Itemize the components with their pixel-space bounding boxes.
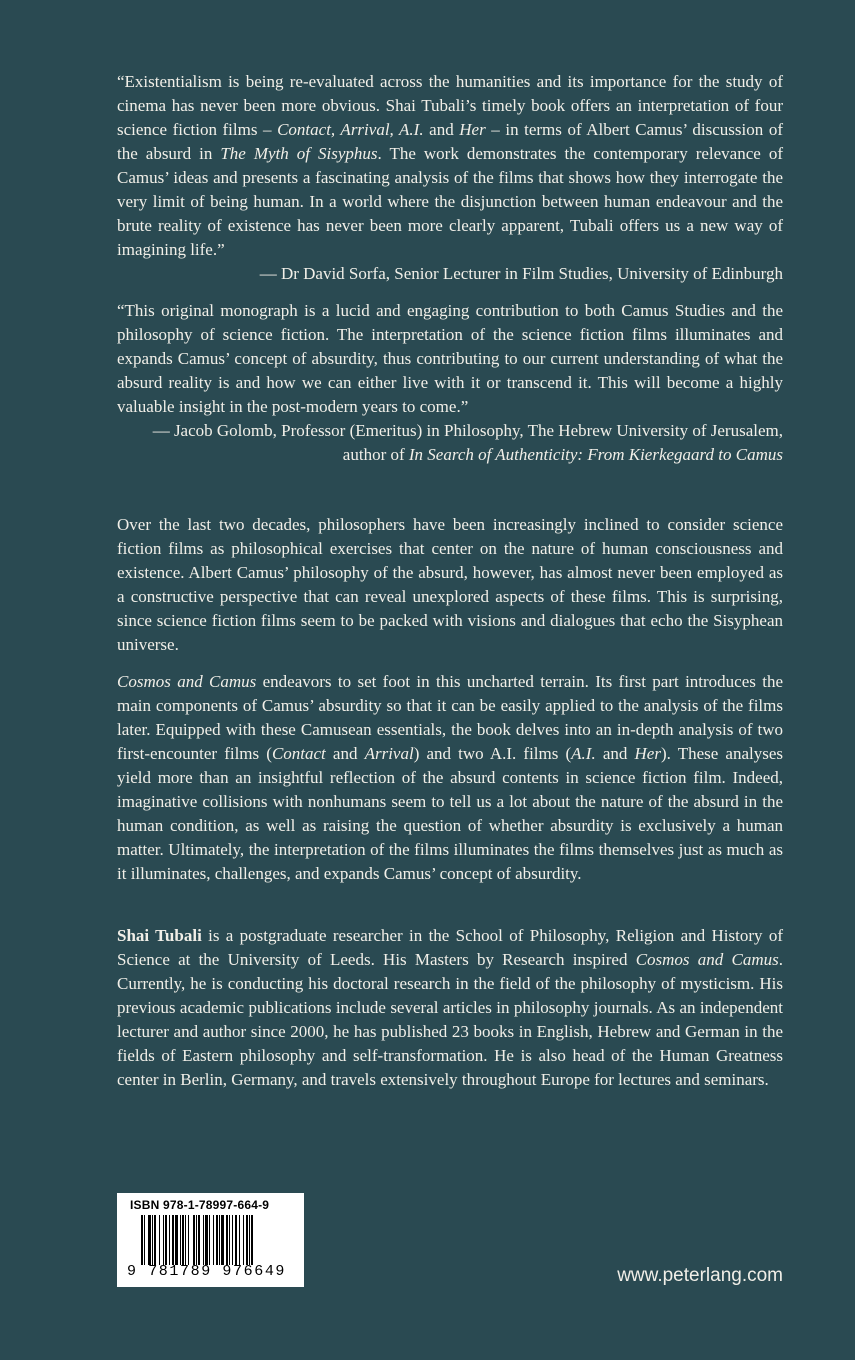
description-paragraph-1: Over the last two decades, philosophers have been increasingly inclined to consider science fiction films as philosophical exercises that center on the nature of human consciousness and existence. Albert Camus’ philosophy of the absurd, however, has almost never been employed as a constructive perspective that can reveal unexplored aspects of these films. This is surprising, since science fiction films seem to be packed with visions and dialogues that echo the Sisyphean universe. xyxy=(117,515,783,654)
barcode-bar xyxy=(221,1215,224,1265)
barcode-bar xyxy=(246,1215,248,1265)
quote-golomb-attribution: — Jacob Golomb, Professor (Emeritus) in Philosophy, The Hebrew University of Jerusalem, xyxy=(152,421,783,440)
barcode-bar xyxy=(216,1215,218,1265)
barcode-bar xyxy=(203,1215,204,1265)
author-name: Shai Tubali xyxy=(117,926,202,945)
isbn-label: ISBN 978-1-78997-664-9 xyxy=(130,1198,270,1212)
barcode-bar xyxy=(169,1215,170,1265)
barcode-bar xyxy=(235,1215,237,1265)
publisher-website[interactable]: www.peterlang.com xyxy=(617,1265,783,1286)
barcode-bar xyxy=(159,1215,160,1265)
barcode-bar xyxy=(163,1215,164,1265)
quote-golomb-author-line: author of In Search of Authenticity: From Kierkegaard to Camus xyxy=(342,445,783,464)
barcode-bar xyxy=(182,1215,184,1265)
barcode-bar xyxy=(232,1215,233,1265)
barcode-bar xyxy=(219,1215,220,1265)
barcode-bar xyxy=(196,1215,197,1265)
cover-text xyxy=(117,70,783,1092)
author-bio: Shai Tubali is a postgraduate researcher in the School of Philosophy, Religion and History of Science at the University of Leeds. His Masters by Research inspired Cosmos and Camus. Currently, he is conducting his doctoral research in the field of the philosophy of mysticism. His previous academic publications include several articles in philosophy journals. As an independent lecturer and author since 2000, he has published 23 books in English, Hebrew and German in the fields of Eastern philosophy and self-transformation. He is also head of the Human Greatness center in Berlin, Germany, and travels extensively throughout Europe for lectures and seminars. xyxy=(117,926,783,1089)
barcode-bar xyxy=(193,1215,195,1265)
barcode-bar xyxy=(198,1215,200,1265)
quote-sorfa-attribution: — Dr David Sorfa, Senior Lecturer in Film Studies, University of Edinburgh xyxy=(259,264,783,283)
barcode-bar xyxy=(188,1215,189,1265)
barcode-bar xyxy=(249,1215,250,1265)
barcode-bar xyxy=(243,1215,244,1265)
barcode-bar xyxy=(229,1215,230,1265)
barcode-bar xyxy=(144,1215,145,1265)
barcode-bar xyxy=(148,1215,151,1265)
barcode-bar xyxy=(209,1215,210,1265)
barcode-bars xyxy=(141,1215,293,1265)
barcode-bar xyxy=(239,1215,240,1265)
barcode-bar xyxy=(154,1215,156,1265)
barcode-bar xyxy=(141,1215,143,1265)
barcode-bar xyxy=(185,1215,186,1265)
barcode-bar xyxy=(172,1215,174,1265)
barcode-bar xyxy=(205,1215,208,1265)
isbn-barcode xyxy=(117,1193,304,1287)
barcode-bar xyxy=(251,1215,253,1265)
barcode-bar xyxy=(165,1215,167,1265)
barcode-bar xyxy=(180,1215,181,1265)
barcode-bar xyxy=(175,1215,178,1265)
barcode-bar xyxy=(226,1215,228,1265)
barcode-bar xyxy=(213,1215,214,1265)
quote-golomb: “This original monograph is a lucid and engaging contribution to both Camus Studies and the philosophy of science fiction. The interpretation of the science fiction films illuminates and expands Camus’ concept of absurdity, thus contributing to our current understanding of what the absurd reality is and how we can either live with it or transcend it. This will become a highly valuable insight in the post-modern years to come.” xyxy=(117,301,783,416)
barcode-digits: 9 781789 976649 xyxy=(127,1263,287,1280)
barcode-bar xyxy=(152,1215,153,1265)
description-paragraph-2: Cosmos and Camus endeavors to set foot in this uncharted terrain. Its first part introduces the main components of Camus’ absurdity so that it can be easily applied to the analysis of the films later. Equipped with these Camusean essentials, the book delves into an in-depth analysis of two first-encounter films (Contact and Arrival) and two A.I. films (A.I. and Her). These analyses yield more than an insightful reflection of the absurd contents in science fiction film. Indeed, imaginative collisions with nonhumans seem to tell us a lot about the nature of the absurd in the human condition, as well as raising the question of whether absurdity is exclusively a human matter. Ultimately, the interpretation of the films illuminates the films themselves just as much as it illuminates, challenges, and expands Camus’ concept of absurdity. xyxy=(117,672,784,883)
quote-sorfa: “Existentialism is being re-evaluated across the humanities and its importance for the study of cinema has never been more obvious. Shai Tubali’s timely book offers an interpretation of four science fiction films – Contact, Arrival, A.I. and Her – in terms of Albert Camus’ discussion of the absurd in The Myth of Sisyphus. The work demonstrates the contemporary relevance of Camus’ ideas and presents a fascinating analysis of the films that shows how they interrogate the very limit of being human. In a world where the disjunction between human endeavour and the brute reality of existence has never been more clearly apparent, Tubali offers us a new way of imagining life.” xyxy=(117,72,783,259)
